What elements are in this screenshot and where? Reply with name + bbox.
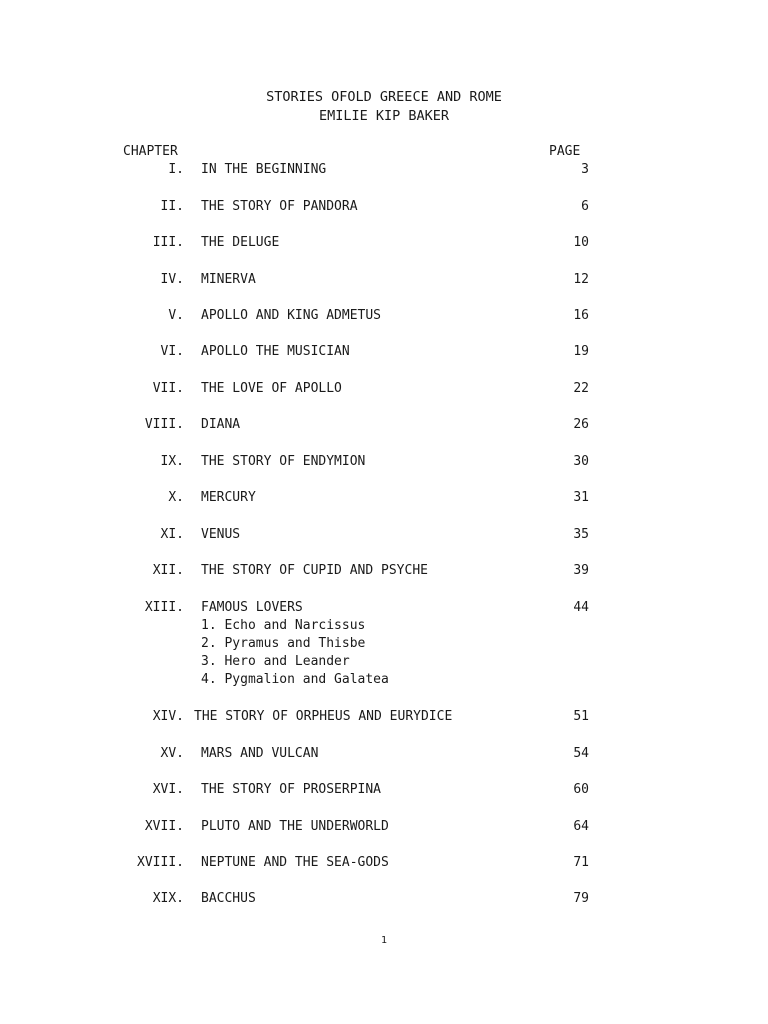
chapter-title: PLUTO AND THE UNDERWORLD — [201, 819, 389, 834]
chapter-number: XIII. — [144, 600, 184, 615]
chapter-number: XV. — [160, 746, 184, 761]
chapter-number: III. — [152, 235, 184, 250]
chapter-title: VENUS — [201, 527, 241, 542]
chapter-number: X. — [168, 490, 184, 505]
chapter-page: 6 — [581, 199, 589, 214]
chapter-title: MERCURY — [201, 490, 256, 505]
toc-entry — [0, 562, 768, 580]
page-column-header: PAGE — [549, 144, 581, 159]
chapter-title: BACCHUS — [201, 891, 256, 906]
chapter-title: FAMOUS LOVERS — [201, 600, 303, 615]
chapter-page: 54 — [573, 746, 589, 761]
chapter-title: THE STORY OF PANDORA — [201, 199, 358, 214]
toc-entry — [0, 416, 768, 434]
chapter-title: NEPTUNE AND THE SEA-GODS — [201, 855, 389, 870]
chapter-page: 31 — [573, 490, 589, 505]
chapter-page: 44 — [573, 600, 589, 615]
chapter-title: THE STORY OF PROSERPINA — [201, 782, 382, 797]
book-author: EMILIE KIP BAKER — [318, 108, 450, 124]
toc-entry — [0, 161, 768, 179]
toc-entry — [0, 745, 768, 763]
chapter-number: XII. — [152, 563, 184, 578]
chapter-page: 30 — [573, 454, 589, 469]
chapter-page: 12 — [573, 272, 589, 287]
chapter-number: XI. — [160, 527, 184, 542]
chapter-page: 16 — [573, 308, 589, 323]
toc-subitem: 3. Hero and Leander — [201, 654, 350, 669]
toc-entry — [0, 526, 768, 544]
toc-subitem: 1. Echo and Narcissus — [201, 618, 366, 633]
toc-entry — [0, 781, 768, 799]
book-title: STORIES OFOLD GREECE AND ROME — [266, 89, 502, 105]
chapter-title: MARS AND VULCAN — [201, 746, 319, 761]
chapter-column-header: CHAPTER — [123, 144, 178, 159]
page-number: 1 — [380, 935, 388, 946]
toc-entry — [0, 234, 768, 252]
chapter-title: APOLLO AND KING ADMETUS — [201, 308, 382, 323]
chapter-page: 71 — [573, 855, 589, 870]
chapter-title: IN THE BEGINNING — [201, 162, 327, 177]
chapter-page: 19 — [573, 344, 589, 359]
chapter-page: 60 — [573, 782, 589, 797]
toc-entry — [0, 343, 768, 361]
chapter-title: MINERVA — [201, 272, 256, 287]
chapter-number: XVII. — [144, 819, 184, 834]
chapter-title: APOLLO THE MUSICIAN — [201, 344, 350, 359]
chapter-number: VIII. — [144, 417, 184, 432]
toc-subitem: 4. Pygmalion and Galatea — [201, 672, 389, 687]
chapter-number: XVI. — [152, 782, 184, 797]
chapter-page: 3 — [581, 162, 589, 177]
toc-entry — [0, 453, 768, 471]
chapter-page: 51 — [573, 709, 589, 724]
chapter-title: THE STORY OF ENDYMION — [201, 454, 366, 469]
chapter-number: XIV. — [152, 709, 184, 724]
chapter-page: 79 — [573, 891, 589, 906]
toc-entry — [0, 489, 768, 507]
chapter-title: DIANA — [201, 417, 241, 432]
chapter-page: 22 — [573, 381, 589, 396]
chapter-page: 10 — [573, 235, 589, 250]
toc-entry — [0, 818, 768, 836]
chapter-number: I. — [168, 162, 184, 177]
chapter-number: IV. — [160, 272, 184, 287]
toc-entry — [0, 271, 768, 289]
chapter-title: THE DELUGE — [201, 235, 280, 250]
chapter-number: VI. — [160, 344, 184, 359]
toc-entry — [0, 198, 768, 216]
chapter-page: 64 — [573, 819, 589, 834]
chapter-number: II. — [160, 199, 184, 214]
toc-entry — [0, 380, 768, 398]
chapter-number: V. — [168, 308, 184, 323]
chapter-number: VII. — [152, 381, 184, 396]
toc-entry — [0, 307, 768, 325]
toc-entry — [0, 599, 768, 617]
toc-entry — [0, 708, 768, 726]
chapter-number: XVIII. — [137, 855, 184, 870]
chapter-number: IX. — [160, 454, 184, 469]
chapter-page: 26 — [573, 417, 589, 432]
chapter-page: 35 — [573, 527, 589, 542]
chapter-title: THE STORY OF CUPID AND PSYCHE — [201, 563, 428, 578]
toc-subitem: 2. Pyramus and Thisbe — [201, 636, 366, 651]
toc-entry — [0, 890, 768, 908]
toc-entry — [0, 854, 768, 872]
chapter-title: THE LOVE OF APOLLO — [201, 381, 342, 396]
chapter-number: XIX. — [152, 891, 184, 906]
chapter-title: THE STORY OF ORPHEUS AND EURYDICE — [194, 709, 453, 724]
chapter-page: 39 — [573, 563, 589, 578]
